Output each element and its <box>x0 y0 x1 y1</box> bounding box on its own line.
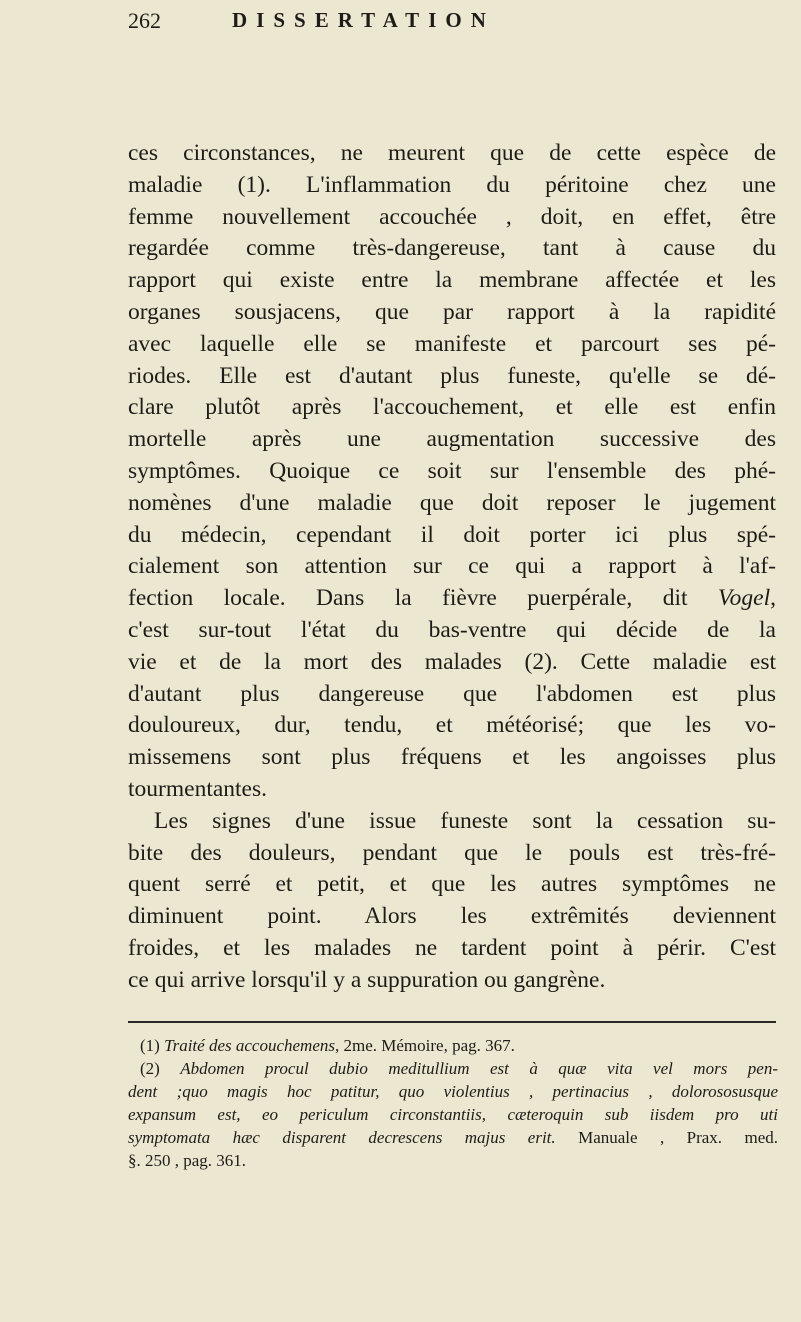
text-segment: mortelle après une augmentation successive des <box>128 426 776 453</box>
italic-text: expansum est, eo periculum circonstantiis, cæteroquin sub iisdem pro uti <box>128 1105 778 1124</box>
text-segment: rapport qui existe entre la membrane affectée et les <box>128 267 776 294</box>
footnote-line <box>128 1103 778 1126</box>
footnotes <box>128 1034 778 1172</box>
body-line <box>128 138 776 170</box>
footnote-rule <box>128 1021 776 1023</box>
body-line <box>128 265 776 297</box>
body-line <box>128 233 776 265</box>
text-segment: missemens sont plus fréquens et les angoisses plus <box>128 744 776 771</box>
body-line <box>128 424 776 456</box>
text-segment: du médecin, cependant il doit porter ici plus spé- <box>128 521 776 548</box>
footnote-line <box>128 1057 778 1080</box>
body-line <box>128 647 776 679</box>
body-text <box>128 138 776 997</box>
italic-text: Traité des accouchemens <box>164 1036 335 1055</box>
body-line <box>128 869 776 901</box>
footnote-line <box>128 1149 778 1172</box>
body-line <box>128 392 776 424</box>
text-segment: femme nouvellement accouchée , doit, en effet, être <box>128 203 776 230</box>
text-segment: douloureux, dur, tendu, et météorisé; que les vo- <box>128 712 776 739</box>
body-line <box>128 329 776 361</box>
body-line <box>128 838 776 870</box>
text-segment: nomènes d'une maladie que doit reposer le jugement <box>128 489 776 516</box>
text-segment: clare plutôt après l'accouchement, et elle est enfin <box>128 394 776 421</box>
body-line <box>128 297 776 329</box>
text-segment: quent serré et petit, et que les autres symptômes ne <box>128 871 776 898</box>
text-segment: maladie (1). L'inflammation du péritoine chez une <box>128 171 776 198</box>
text-segment: bite des douleurs, pendant que le pouls est très-fré- <box>128 839 776 866</box>
text-segment: c'est sur-tout l'état du bas-ventre qui décide de la <box>128 616 776 643</box>
text-segment: (1) <box>140 1036 165 1055</box>
text-segment: organes sousjacens, que par rapport à la rapidité <box>128 298 776 325</box>
text-segment: Les signes d'une issue funeste sont la cessation su- <box>154 807 776 834</box>
text-segment: ce qui arrive lorsqu'il y a suppuration ou gangrène. <box>128 966 606 993</box>
text-segment: §. 250 , pag. 361. <box>128 1151 247 1170</box>
body-line <box>128 742 776 774</box>
body-line <box>128 520 776 552</box>
page-number: 262 <box>128 8 161 33</box>
body-line <box>128 901 776 933</box>
text-segment: d'autant plus dangereuse que l'abdomen est plus <box>128 680 776 707</box>
body-line <box>128 488 776 520</box>
italic-text: dent ;quo magis hoc patitur, quo violentius , pertinacius , dolorososusque <box>128 1082 778 1101</box>
italic-text: Abdomen procul dubio meditullium est à quæ vita vel mors pen- <box>180 1059 778 1078</box>
italic-text: Vogel <box>717 585 771 612</box>
text-segment: vie et de la mort des malades (2). Cette maladie est <box>128 648 776 675</box>
text-segment: Manuale , Prax. med. <box>555 1128 778 1147</box>
text-segment: , 2me. Mémoire, pag. 367. <box>334 1036 515 1055</box>
text-segment: tourmentantes. <box>128 775 268 802</box>
text-segment: regardée comme très-dangereuse, tant à cause du <box>128 235 776 262</box>
text-segment: avec laquelle elle se manifeste et parcourt ses pé- <box>128 330 776 357</box>
text-segment: riodes. Elle est d'autant plus funeste, qu'elle se dé- <box>128 362 776 389</box>
running-title: DISSERTATION <box>232 8 495 32</box>
text-segment: symptômes. Quoique ce soit sur l'ensemble des phé- <box>128 457 776 484</box>
body-line <box>128 456 776 488</box>
body-line <box>128 965 776 997</box>
body-line <box>128 615 776 647</box>
text-segment: froides, et les malades ne tardent point à périr. C'est <box>128 934 776 961</box>
body-line <box>128 170 776 202</box>
page-header <box>128 8 776 38</box>
body-line <box>128 551 776 583</box>
text-segment: , <box>770 585 776 612</box>
body-line <box>128 361 776 393</box>
italic-text: symptomata hæc disparent decrescens majus erit. <box>128 1128 556 1147</box>
footnote-line <box>128 1126 778 1149</box>
text-segment: cialement son attention sur ce qui a rapport à l'af- <box>128 553 776 580</box>
body-line <box>128 679 776 711</box>
footnote-line <box>128 1034 778 1057</box>
body-line <box>128 774 776 806</box>
body-line <box>128 202 776 234</box>
text-segment: diminuent point. Alors les extrêmités deviennent <box>128 903 776 930</box>
body-line <box>128 806 776 838</box>
text-segment: (2) <box>140 1059 181 1078</box>
body-line <box>128 583 776 615</box>
body-line <box>128 933 776 965</box>
body-line <box>128 710 776 742</box>
text-segment: fection locale. Dans la fièvre puerpérale, dit <box>128 585 718 612</box>
footnote-line <box>128 1080 778 1103</box>
text-segment: ces circonstances, ne meurent que de cette espèce de <box>128 140 776 166</box>
